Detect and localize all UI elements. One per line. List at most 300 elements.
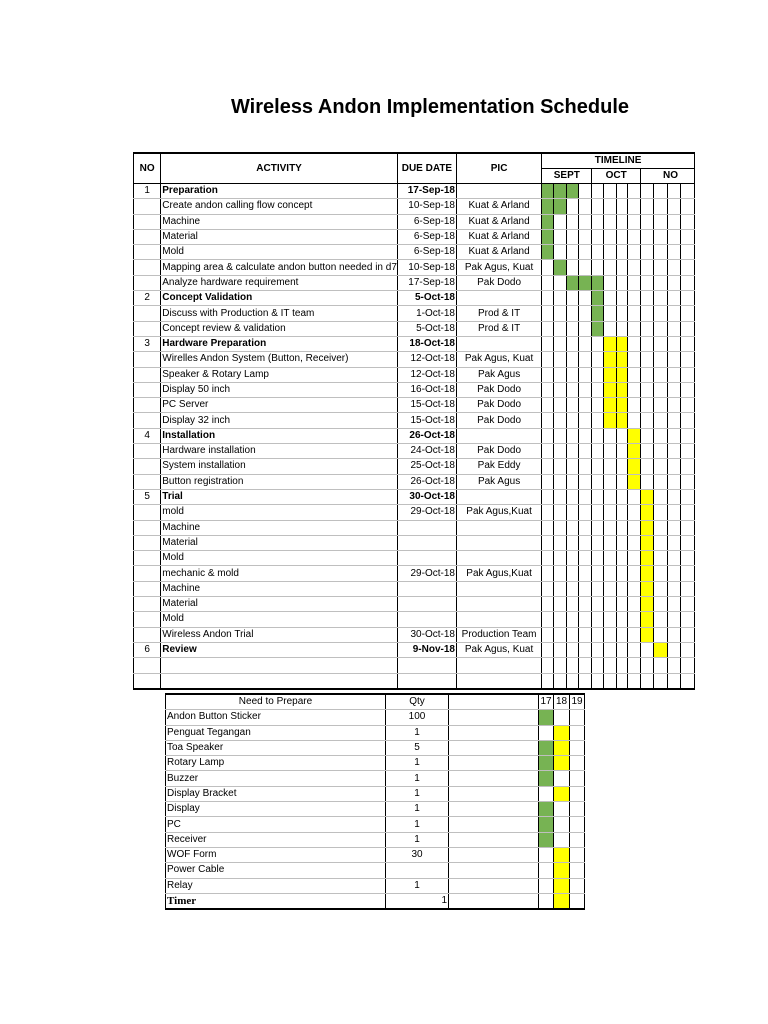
row-number: [134, 459, 161, 474]
prep-row: [166, 740, 585, 755]
prep-qty: 30: [386, 847, 449, 862]
pic-cell: [456, 551, 541, 566]
schedule-row: [134, 474, 695, 489]
timeline-cell: [592, 413, 604, 428]
due-date-cell: 12-Oct-18: [397, 367, 456, 382]
timeline-cell: [680, 245, 694, 260]
due-date-cell: 12-Oct-18: [397, 352, 456, 367]
timeline-cell: [554, 306, 567, 321]
prep-item: Receiver: [166, 832, 386, 847]
due-date-cell: 10-Sep-18: [397, 260, 456, 275]
activity-cell: Mold: [161, 551, 398, 566]
prep-day-cell: [539, 817, 554, 832]
timeline-cell: [680, 489, 694, 504]
timeline-cell: [567, 199, 579, 214]
prep-day-cell: [539, 802, 554, 817]
timeline-cell: [654, 627, 668, 642]
timeline-cell: [567, 551, 579, 566]
timeline-cell: [567, 214, 579, 229]
activity-cell: Hardware Preparation: [161, 336, 398, 351]
pic-cell: Prod & IT: [456, 306, 541, 321]
timeline-cell: [579, 581, 592, 596]
prep-item: Power Cable: [166, 863, 386, 878]
due-date-cell: 30-Oct-18: [397, 627, 456, 642]
due-date-cell: 6-Sep-18: [397, 229, 456, 244]
due-date-cell: 18-Oct-18: [397, 336, 456, 351]
schedule-row: [134, 627, 695, 642]
timeline-cell: [654, 535, 668, 550]
timeline-cell: [554, 214, 567, 229]
timeline-cell: [680, 673, 694, 689]
due-date-cell: [397, 520, 456, 535]
row-number: [134, 321, 161, 336]
timeline-cell: [654, 306, 668, 321]
prep-day-cell: [554, 802, 570, 817]
prep-qty: 1: [386, 756, 449, 771]
timeline-cell: [628, 612, 641, 627]
timeline-cell: [640, 245, 653, 260]
timeline-cell: [680, 336, 694, 351]
timeline-cell: [554, 474, 567, 489]
row-number: [134, 505, 161, 520]
timeline-cell: [680, 260, 694, 275]
timeline-cell: [640, 291, 653, 306]
timeline-cell: [654, 520, 668, 535]
timeline-cell: [604, 627, 617, 642]
timeline-cell: [680, 444, 694, 459]
timeline-cell: [567, 627, 579, 642]
timeline-cell: [680, 199, 694, 214]
activity-cell: Wirelles Andon System (Button, Receiver): [161, 352, 398, 367]
prep-day-cell: [570, 725, 585, 740]
activity-cell: Trial: [161, 489, 398, 504]
timeline-cell: [616, 382, 628, 397]
schedule-row: [134, 581, 695, 596]
timeline-cell: [628, 306, 641, 321]
timeline-cell: [542, 428, 554, 443]
row-number: [134, 535, 161, 550]
timeline-cell: [640, 382, 653, 397]
row-number: [134, 260, 161, 275]
schedule-row: [134, 444, 695, 459]
row-number: [134, 658, 161, 673]
timeline-cell: [604, 413, 617, 428]
timeline-cell: [640, 597, 653, 612]
timeline-cell: [567, 673, 579, 689]
prep-day-cell: [554, 878, 570, 893]
pic-cell: [456, 658, 541, 673]
timeline-cell: [542, 413, 554, 428]
prep-day-cell: [539, 832, 554, 847]
timeline-cell: [604, 291, 617, 306]
timeline-cell: [542, 505, 554, 520]
timeline-cell: [579, 551, 592, 566]
timeline-cell: [616, 398, 628, 413]
timeline-cell: [654, 260, 668, 275]
timeline-cell: [542, 597, 554, 612]
timeline-cell: [592, 229, 604, 244]
timeline-cell: [640, 459, 653, 474]
timeline-cell: [667, 551, 680, 566]
due-date-cell: 6-Sep-18: [397, 245, 456, 260]
prep-day-cell: [570, 802, 585, 817]
timeline-cell: [640, 428, 653, 443]
timeline-cell: [592, 260, 604, 275]
timeline-cell: [604, 260, 617, 275]
timeline-cell: [680, 597, 694, 612]
timeline-cell: [542, 444, 554, 459]
prep-qty: 1: [386, 817, 449, 832]
timeline-cell: [554, 505, 567, 520]
timeline-cell: [554, 260, 567, 275]
timeline-cell: [667, 505, 680, 520]
prep-blank: [449, 817, 539, 832]
prep-day-cell: [554, 756, 570, 771]
timeline-cell: [604, 489, 617, 504]
timeline-cell: [604, 382, 617, 397]
schedule-row: [134, 352, 695, 367]
timeline-cell: [654, 382, 668, 397]
activity-cell: Material: [161, 229, 398, 244]
row-number: [134, 382, 161, 397]
timeline-cell: [579, 597, 592, 612]
timeline-cell: [654, 398, 668, 413]
timeline-cell: [640, 520, 653, 535]
schedule-row: [134, 214, 695, 229]
timeline-cell: [592, 642, 604, 657]
timeline-cell: [628, 352, 641, 367]
timeline-cell: [654, 367, 668, 382]
timeline-cell: [616, 367, 628, 382]
timeline-cell: [640, 489, 653, 504]
timeline-cell: [667, 199, 680, 214]
prep-qty: 1: [386, 786, 449, 801]
timeline-cell: [567, 352, 579, 367]
row-number: [134, 413, 161, 428]
timeline-cell: [667, 673, 680, 689]
timeline-cell: [604, 199, 617, 214]
prep-qty: 1: [386, 832, 449, 847]
timeline-cell: [592, 199, 604, 214]
due-date-cell: 30-Oct-18: [397, 489, 456, 504]
timeline-cell: [640, 581, 653, 596]
timeline-cell: [592, 597, 604, 612]
timeline-cell: [542, 520, 554, 535]
timeline-cell: [567, 367, 579, 382]
due-date-cell: 6-Sep-18: [397, 214, 456, 229]
schedule-row: [134, 260, 695, 275]
pic-cell: Pak Agus: [456, 367, 541, 382]
timeline-cell: [579, 520, 592, 535]
timeline-cell: [616, 612, 628, 627]
timeline-cell: [604, 551, 617, 566]
due-date-cell: 26-Oct-18: [397, 428, 456, 443]
row-number: [134, 398, 161, 413]
timeline-cell: [579, 184, 592, 199]
timeline-cell: [628, 642, 641, 657]
timeline-cell: [667, 367, 680, 382]
timeline-cell: [579, 474, 592, 489]
prep-day-cell: [539, 786, 554, 801]
pic-cell: [456, 673, 541, 689]
due-date-cell: [397, 597, 456, 612]
timeline-cell: [680, 352, 694, 367]
row-number: [134, 551, 161, 566]
pic-header: PIC: [456, 153, 541, 184]
timeline-cell: [579, 627, 592, 642]
timeline-cell: [680, 321, 694, 336]
activity-cell: [161, 673, 398, 689]
timeline-cell: [667, 642, 680, 657]
activity-cell: Concept Validation: [161, 291, 398, 306]
timeline-cell: [542, 184, 554, 199]
row-number: 1: [134, 184, 161, 199]
row-number: [134, 597, 161, 612]
row-number: 6: [134, 642, 161, 657]
prep-blank: [449, 756, 539, 771]
timeline-cell: [567, 382, 579, 397]
activity-cell: Hardware installation: [161, 444, 398, 459]
timeline-cell: [579, 642, 592, 657]
activity-cell: Discuss with Production & IT team: [161, 306, 398, 321]
timeline-cell: [680, 520, 694, 535]
timeline-cell: [579, 214, 592, 229]
timeline-cell: [628, 321, 641, 336]
timeline-cell: [654, 275, 668, 290]
timeline-cell: [628, 245, 641, 260]
pic-cell: Prod & IT: [456, 321, 541, 336]
timeline-cell: [554, 199, 567, 214]
timeline-cell: [616, 642, 628, 657]
timeline-cell: [554, 520, 567, 535]
no-header: NO: [134, 153, 161, 184]
timeline-cell: [667, 352, 680, 367]
timeline-cell: [654, 184, 668, 199]
timeline-cell: [579, 673, 592, 689]
timeline-cell: [654, 336, 668, 351]
timeline-cell: [680, 474, 694, 489]
timeline-cell: [592, 321, 604, 336]
activity-cell: Material: [161, 597, 398, 612]
timeline-cell: [554, 551, 567, 566]
timeline-cell: [604, 444, 617, 459]
timeline-cell: [640, 367, 653, 382]
prep-row: [166, 771, 585, 786]
activity-cell: Analyze hardware requirement: [161, 275, 398, 290]
timeline-cell: [640, 658, 653, 673]
timeline-cell: [592, 367, 604, 382]
timeline-cell: [554, 489, 567, 504]
prep-row: [166, 710, 585, 725]
prep-row: [166, 786, 585, 801]
schedule-row: [134, 658, 695, 673]
timeline-cell: [667, 336, 680, 351]
timeline-cell: [616, 658, 628, 673]
prep-qty: 5: [386, 740, 449, 755]
activity-cell: Concept review & validation: [161, 321, 398, 336]
schedule-table: [133, 152, 695, 690]
pic-cell: Kuat & Arland: [456, 229, 541, 244]
timeline-cell: [628, 489, 641, 504]
timeline-cell: [640, 474, 653, 489]
timeline-cell: [542, 566, 554, 581]
timeline-cell: [628, 627, 641, 642]
prep-day-cell: [570, 847, 585, 862]
schedule-row: [134, 336, 695, 351]
row-number: [134, 214, 161, 229]
timeline-cell: [579, 199, 592, 214]
timeline-cell: [654, 505, 668, 520]
timeline-cell: [592, 352, 604, 367]
timeline-cell: [667, 382, 680, 397]
timeline-cell: [542, 214, 554, 229]
day-header: 19: [570, 694, 585, 710]
timeline-cell: [567, 291, 579, 306]
timeline-cell: [667, 597, 680, 612]
schedule-row: [134, 229, 695, 244]
timeline-cell: [640, 229, 653, 244]
timeline-cell: [567, 398, 579, 413]
timeline-cell: [628, 199, 641, 214]
timeline-cell: [616, 474, 628, 489]
schedule-row: [134, 398, 695, 413]
timeline-cell: [592, 214, 604, 229]
schedule-row: [134, 505, 695, 520]
prep-day-cell: [570, 832, 585, 847]
pic-cell: [456, 597, 541, 612]
activity-cell: Preparation: [161, 184, 398, 199]
activity-cell: Machine: [161, 520, 398, 535]
timeline-cell: [680, 658, 694, 673]
timeline-cell: [554, 367, 567, 382]
activity-cell: mechanic & mold: [161, 566, 398, 581]
pic-cell: Kuat & Arland: [456, 199, 541, 214]
timeline-cell: [616, 413, 628, 428]
activity-cell: Display 50 inch: [161, 382, 398, 397]
timeline-cell: [667, 489, 680, 504]
timeline-cell: [567, 306, 579, 321]
timeline-cell: [554, 597, 567, 612]
timeline-cell: [667, 535, 680, 550]
due-date-cell: [397, 581, 456, 596]
timeline-cell: [604, 459, 617, 474]
prep-day-cell: [554, 740, 570, 755]
timeline-header: TIMELINE: [542, 153, 695, 169]
pic-cell: [456, 612, 541, 627]
timeline-cell: [680, 214, 694, 229]
timeline-cell: [579, 382, 592, 397]
schedule-row: [134, 520, 695, 535]
prep-row: [166, 847, 585, 862]
timeline-cell: [604, 520, 617, 535]
timeline-cell: [592, 505, 604, 520]
prep-qty: 1: [386, 878, 449, 893]
page-title: Wireless Andon Implementation Schedule: [230, 96, 630, 118]
timeline-cell: [554, 382, 567, 397]
timeline-cell: [628, 535, 641, 550]
schedule-row: [134, 199, 695, 214]
row-number: 3: [134, 336, 161, 351]
prep-blank: [449, 832, 539, 847]
timeline-cell: [592, 306, 604, 321]
timeline-cell: [567, 184, 579, 199]
prep-blank: [449, 893, 539, 909]
row-number: 5: [134, 489, 161, 504]
timeline-cell: [654, 229, 668, 244]
timeline-cell: [542, 535, 554, 550]
timeline-cell: [542, 367, 554, 382]
timeline-cell: [640, 444, 653, 459]
due-date-cell: [397, 551, 456, 566]
timeline-cell: [654, 489, 668, 504]
prep-day-cell: [554, 771, 570, 786]
timeline-cell: [654, 444, 668, 459]
timeline-cell: [680, 428, 694, 443]
row-number: [134, 581, 161, 596]
timeline-cell: [567, 428, 579, 443]
timeline-cell: [667, 520, 680, 535]
timeline-cell: [567, 474, 579, 489]
timeline-cell: [567, 612, 579, 627]
schedule-row: [134, 367, 695, 382]
timeline-cell: [616, 581, 628, 596]
timeline-cell: [554, 581, 567, 596]
timeline-cell: [604, 428, 617, 443]
activity-cell: Machine: [161, 214, 398, 229]
timeline-cell: [554, 535, 567, 550]
timeline-cell: [604, 535, 617, 550]
timeline-cell: [542, 306, 554, 321]
pic-cell: Pak Agus,Kuat: [456, 505, 541, 520]
prep-item: WOF Form: [166, 847, 386, 862]
timeline-cell: [667, 321, 680, 336]
prep-day-cell: [570, 878, 585, 893]
prep-item: Timer: [166, 893, 386, 909]
qty-header: Qty: [386, 694, 449, 710]
timeline-cell: [640, 199, 653, 214]
timeline-cell: [616, 459, 628, 474]
timeline-cell: [616, 505, 628, 520]
prep-day-cell: [539, 771, 554, 786]
prep-item: Penguat Tegangan: [166, 725, 386, 740]
timeline-cell: [680, 566, 694, 581]
timeline-cell: [680, 367, 694, 382]
timeline-cell: [567, 459, 579, 474]
prep-item: Buzzer: [166, 771, 386, 786]
pic-cell: [456, 489, 541, 504]
pic-cell: Pak Agus, Kuat: [456, 352, 541, 367]
timeline-cell: [579, 658, 592, 673]
activity-cell: Machine: [161, 581, 398, 596]
timeline-cell: [542, 229, 554, 244]
prep-blank: [449, 710, 539, 725]
timeline-cell: [667, 581, 680, 596]
prep-row: [166, 756, 585, 771]
prep-blank: [449, 786, 539, 801]
timeline-cell: [592, 245, 604, 260]
schedule-row: [134, 459, 695, 474]
timeline-cell: [592, 658, 604, 673]
prep-day-cell: [554, 725, 570, 740]
timeline-cell: [554, 336, 567, 351]
timeline-cell: [667, 184, 680, 199]
timeline-cell: [554, 642, 567, 657]
timeline-cell: [567, 229, 579, 244]
timeline-cell: [667, 398, 680, 413]
pic-cell: [456, 336, 541, 351]
timeline-cell: [567, 444, 579, 459]
prep-day-cell: [554, 847, 570, 862]
